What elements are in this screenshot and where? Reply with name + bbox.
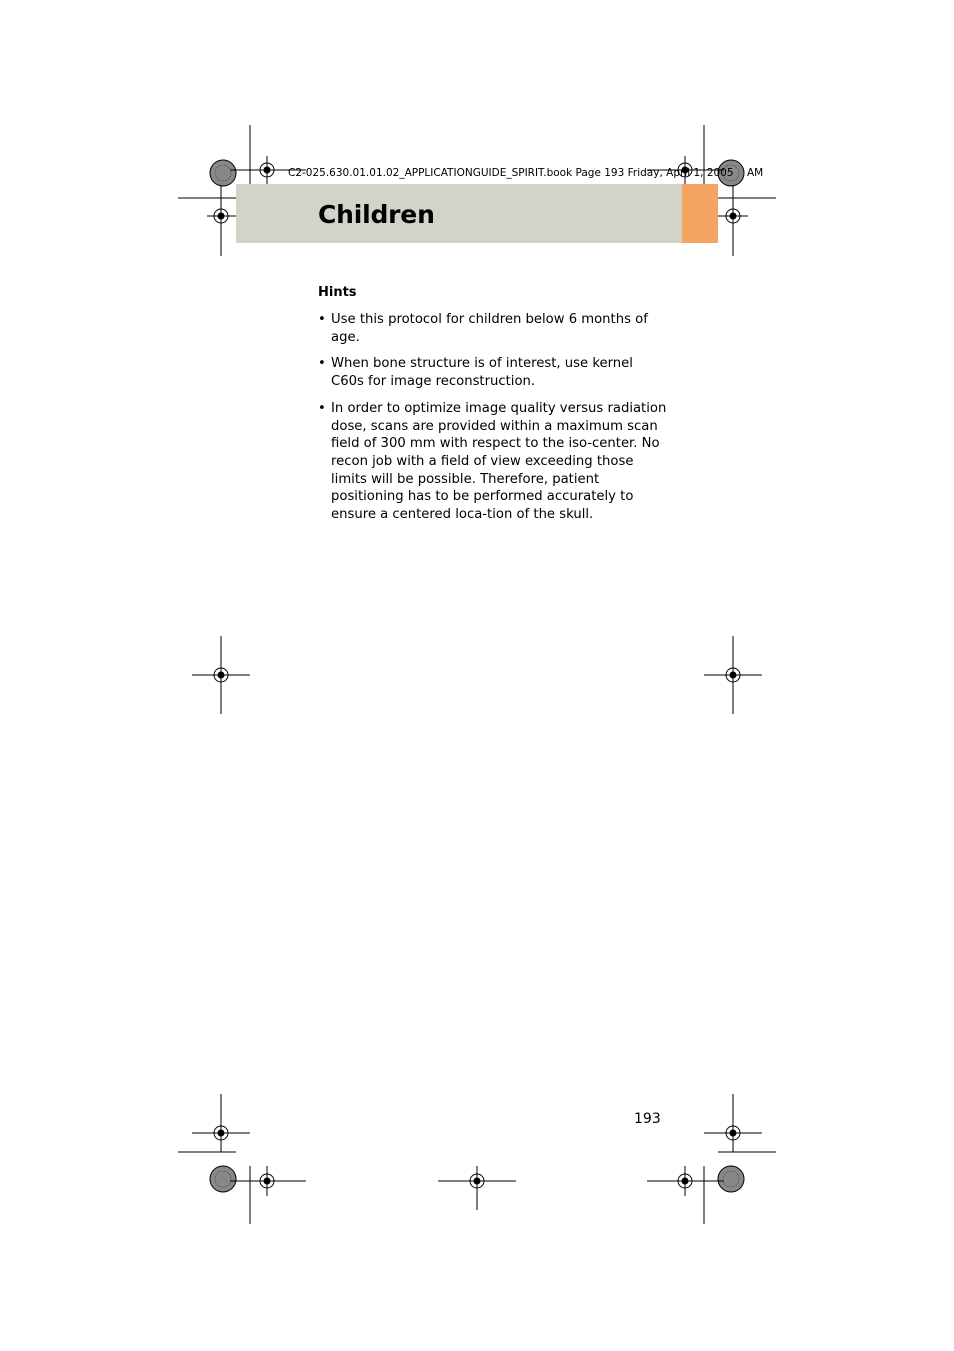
star-target-icon <box>210 1166 236 1192</box>
section-heading: Hints <box>318 285 357 300</box>
print-slug-suffix: AM <box>747 167 764 179</box>
list-item <box>318 311 668 346</box>
print-slug: C2-025.630.01.01.02_APPLICATIONGUIDE_SPIRIT.book Page 193 Friday, April 1, 2005 <box>288 167 734 179</box>
page-number: 193 <box>634 1111 661 1127</box>
registration-mark-icon <box>721 204 745 228</box>
list-item-text: Use this protocol for children below 6 months of age. <box>331 312 648 345</box>
list-item <box>318 400 668 524</box>
registration-mark-icon <box>465 1169 489 1193</box>
list-item-text: When bone structure is of interest, use kernel C60s for image reconstruction. <box>331 356 633 390</box>
star-target-icon <box>210 160 236 186</box>
registration-mark-icon <box>721 1121 745 1145</box>
page-title: Children <box>318 200 435 229</box>
registration-mark-icon <box>255 1169 279 1193</box>
registration-mark-icon <box>721 663 745 687</box>
bullet-icon: • <box>318 356 326 372</box>
registration-mark-icon <box>209 663 233 687</box>
hints-list <box>318 311 668 533</box>
registration-mark-icon <box>209 1121 233 1145</box>
registration-mark-icon <box>673 1169 697 1193</box>
header-band <box>236 184 682 243</box>
list-item-text: In order to optimize image quality versus radiation dose, scans are provided within a maximum scan field of 300 mm with respect to the iso-center. No recon job with a field of view exceeding those limits will be possible. Therefore, patient positioning has to be performed accurately to ensure a centered loca-tion of the skull. <box>331 400 667 523</box>
list-item <box>318 355 668 390</box>
registration-mark-icon <box>255 158 279 182</box>
bullet-icon: • <box>318 312 326 327</box>
header-tab <box>682 184 718 243</box>
registration-mark-icon <box>209 204 233 228</box>
star-target-icon <box>718 1166 744 1192</box>
bullet-icon: • <box>318 400 326 416</box>
